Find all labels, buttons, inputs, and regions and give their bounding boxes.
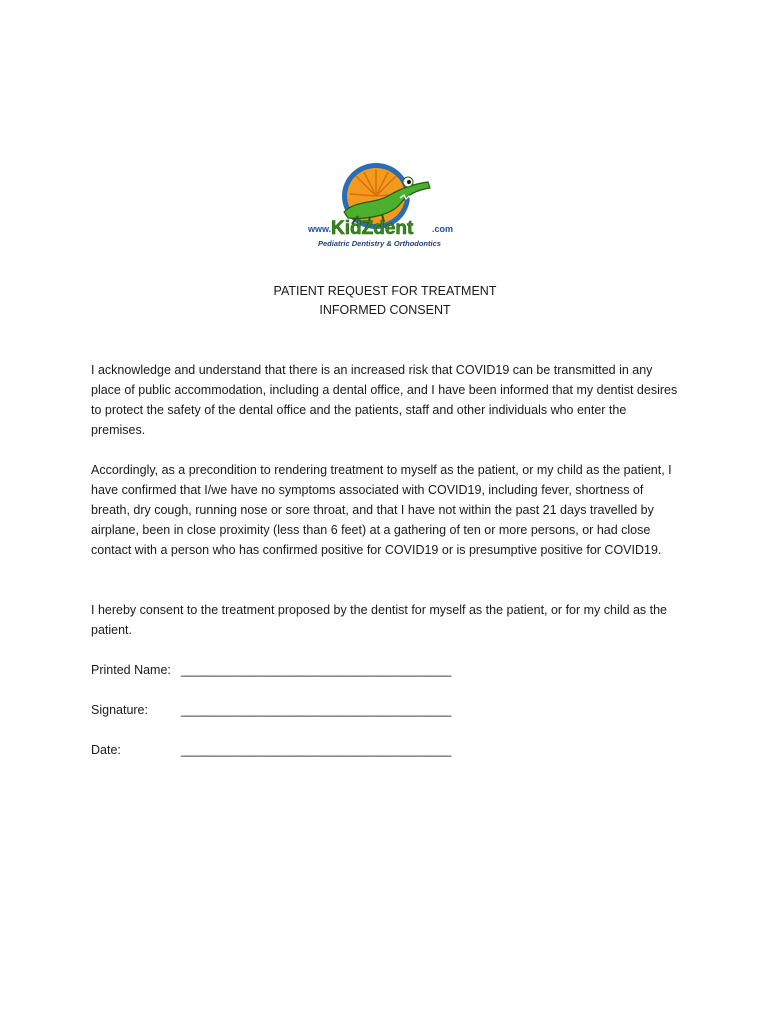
- title-line-1: PATIENT REQUEST FOR TREATMENT: [273, 284, 497, 298]
- logo-graphic: [304, 160, 464, 252]
- kidzdent-logo: [304, 160, 464, 252]
- date-line[interactable]: ________________________________________: [181, 743, 452, 757]
- signature-field[interactable]: [91, 700, 452, 720]
- printed-name-line[interactable]: ________________________________________: [181, 663, 452, 677]
- logo-dotcom: .com: [432, 224, 454, 234]
- document-title: [0, 282, 770, 320]
- title-line-2: INFORMED CONSENT: [319, 303, 451, 317]
- date-label: Date:: [91, 743, 121, 757]
- signature-line[interactable]: ________________________________________: [181, 703, 452, 717]
- precondition-paragraph: Accordingly, as a precondition to rendering treatment to myself as the patient, or my child as the patient, I have confirmed that I/we have no symptoms associated with COVID19, including fever, shortness of breath, dry cough, running nose or sore throat, and that I have not within the past 21 days travelled by airplane, been in close proximity (less than 6 feet) at a gathering of ten or more persons, or had close contact with a person who has confirmed positive for COVID19 or is presumptive positive for COVID19.: [91, 463, 672, 557]
- printed-name-field[interactable]: [91, 660, 452, 680]
- signature-label: Signature:: [91, 703, 148, 717]
- acknowledgement-paragraph: I acknowledge and understand that there is an increased risk that COVID19 can be transmitted in any place of public accommodation, including a dental office, and I have been informed that my dentist desires to protect the safety of the dental office and the patients, staff and other individuals who enter the premises.: [91, 363, 678, 437]
- logo-brand-name: KidZdent: [331, 218, 414, 239]
- logo-www: www.: [308, 224, 332, 234]
- logo-tagline: Pediatric Dentistry & Orthodontics: [318, 239, 441, 248]
- printed-name-label: Printed Name:: [91, 663, 171, 677]
- date-field[interactable]: [91, 740, 452, 760]
- consent-paragraph: I hereby consent to the treatment proposed by the dentist for myself as the patient, or for my child as the patient.: [91, 603, 668, 637]
